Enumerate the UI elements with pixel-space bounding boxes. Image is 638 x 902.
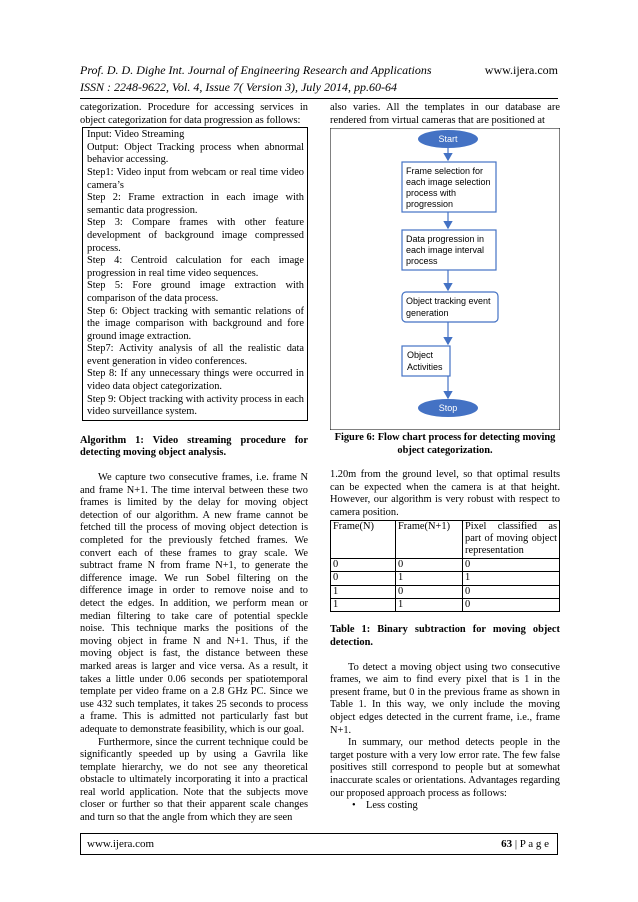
stop-label: Stop [438, 403, 458, 413]
figure-caption: Figure 6: Flow chart process for detecting moving object categorization. [334, 432, 556, 456]
left-intro: categorization. Procedure for accessing services in object categorization for data progression as follows: [80, 102, 308, 126]
box1-line: process with [406, 188, 457, 198]
algo-line: Step 9: Object tracking with activity process in each video surveillance system. [87, 393, 304, 418]
issn-line: ISSN : 2248-9622, Vol. 4, Issue 7( Version 3), July 2014, pp.60-64 [80, 80, 397, 94]
right-paragraph-3: In summary, our method detects people in the target posture with a very low error rate. The few false positives still correspond to people but at somewhat inaccurate scales or orientations. Advantages regarding our proposed approach process as follows: [330, 737, 560, 799]
algorithm-caption: Algorithm 1: Video streaming procedure for detecting moving object analysis. [80, 434, 308, 459]
algo-line: Step1: Video input from webcam or real time video camera’s [87, 166, 304, 191]
box1-line: Frame selection for [406, 166, 484, 176]
table-caption: Table 1: Binary subtraction for moving object detection. [330, 624, 560, 648]
table-header: Pixel classified as part of moving object representation [463, 520, 560, 558]
left-paragraph-1: We capture two consecutive frames, i.e. frame N and frame N+1. The time interval between these two frames is limited by the delay for moving object detection of our algorithm. A new frame cannot be fetched till the process of moving object detection is completed for the previously fetched frames. We convert each of these frames to gray scale. We subtract frame N from frame N+1, to generate the difference image. We run Sobel filtering on the difference image in order to remove noise and to detect the edges. In addition, we perform mean or median filtering to take care of potential speckle noise. This technique marks the positions of the moving object in frame N and N+1. Thus, if the moving object is fast, the distance between these marked areas is larger and vice versa. As a result, it takes a little under 0.06 seconds per spatiotemporal template per video frame on a 2.8 GHz PC. Since we use 432 such templates, it takes 25 seconds to process a frame. This is admitted not particularly fast but adequate to demonstrate feasibility, which is our goal. [80, 472, 308, 735]
box1-line: each image selection [406, 177, 491, 187]
bullet-item: • Less costing [352, 800, 418, 812]
algo-line: Step7: Activity analysis of all the realistic data event generation in video conferences. [87, 343, 304, 367]
table-cell: 1 [396, 572, 463, 585]
page-number [501, 838, 549, 850]
binary-table [330, 520, 560, 613]
algo-line: Input: Video Streaming [87, 129, 185, 141]
table-header-row [331, 520, 560, 558]
table-cell: 0 [331, 572, 396, 585]
table-cell: 0 [396, 558, 463, 571]
header-rule [80, 98, 558, 99]
start-label: Start [438, 134, 458, 144]
right-column [330, 102, 560, 127]
left-column [80, 102, 308, 825]
table-cell: 1 [463, 572, 560, 585]
table-row [331, 585, 560, 598]
table-header: Frame(N) [331, 520, 396, 558]
table-row [331, 558, 560, 571]
journal-title: Prof. D. D. Dighe Int. Journal of Engineering Research and Applications [80, 63, 432, 77]
algo-line: Step 8: If any unnecessary things were occurred in video data object categorization. [87, 368, 304, 393]
bullet-text: Less costing [366, 800, 418, 812]
box2-line: each image interval [406, 245, 485, 255]
table-cell: 0 [396, 585, 463, 598]
algorithm-box [82, 127, 308, 421]
table-cell: 0 [463, 599, 560, 612]
algo-line: Step 5: Fore ground image extraction with comparison of the data process. [87, 280, 304, 304]
box3-line: generation [406, 308, 449, 318]
box2-line: process [406, 256, 438, 266]
table-row [331, 599, 560, 612]
box4-line: Activities [407, 362, 443, 372]
algo-line: Step 3: Compare frames with other feature development of background image compressed process. [87, 217, 304, 254]
box2-line: Data progression in [406, 234, 485, 244]
page-number-value: 63 [501, 838, 513, 850]
algo-line: Step 2: Frame extraction in each image with semantic data progression. [87, 192, 304, 216]
page-label: | P a g e [514, 838, 549, 850]
flowchart [330, 128, 560, 430]
box1-line: progression [406, 199, 454, 209]
footer-url[interactable]: www.ijera.com [87, 838, 155, 850]
table-cell: 1 [331, 585, 396, 598]
right-intro: also varies. All the templates in our database are rendered from virtual cameras that are positioned at [330, 102, 560, 126]
algo-line: Output: Object Tracking process when abnormal behavior accessing. [87, 141, 304, 166]
algo-line: Step 4: Centroid calculation for each image progression in real time video sequences. [87, 255, 304, 279]
table-cell: 0 [331, 558, 396, 571]
table-cell: 1 [331, 599, 396, 612]
table-cell: 0 [463, 585, 560, 598]
right-paragraph-2: To detect a moving object using two consecutive frames, we aim to find every pixel that is 1 in the present frame, but 0 in the previous frame as shown in Table 1. In this way, we only include the moving object edges detected in the current frame, i.e., frame N+1. [330, 661, 560, 736]
algo-line: Step 6: Object tracking with semantic relations of the image comparison with background and fore ground image extraction. [87, 305, 304, 342]
table-cell: 0 [463, 558, 560, 571]
table-row [331, 572, 560, 585]
right-column-lower [330, 432, 560, 813]
left-paragraph-2: Furthermore, since the current technique could be significantly speeded up by using a Gavrila like template hierarchy, we do not see any theoretical obstacle to ultimately incorporating it into a practical real world application. Note that the subjects move closer or further so that their apparent scale changes and turn so that the angle from which they are seen [80, 736, 308, 824]
header-url[interactable]: www.ijera.com [484, 63, 558, 77]
right-paragraph-1: 1.20m from the ground level, so that optimal results can be expected when the camera is at that height. However, our algorithm is very robust with respect to camera position. [330, 469, 560, 518]
box3-line: Object tracking event [406, 296, 491, 306]
box4-line: Object [407, 350, 434, 360]
footer [80, 833, 558, 855]
table-header: Frame(N+1) [396, 520, 463, 558]
table-cell: 1 [396, 599, 463, 612]
